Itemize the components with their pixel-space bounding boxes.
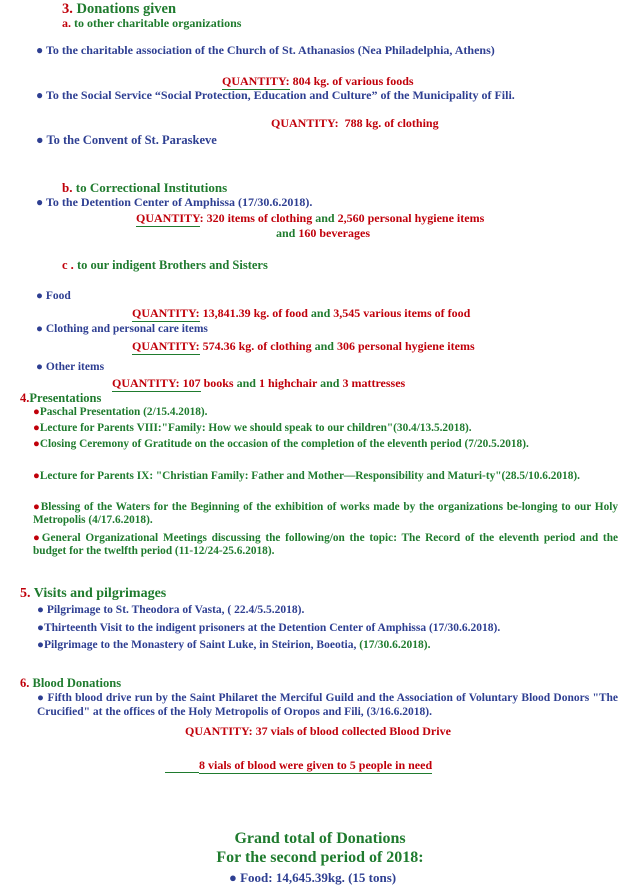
bullet-icon: ● xyxy=(33,501,41,513)
quantity-value: 788 kg. of clothing xyxy=(344,116,439,130)
period-heading: For the second period of 2018: xyxy=(216,849,424,866)
grand-total-heading: Grand total of Donations xyxy=(234,830,406,847)
section-title: Presentations xyxy=(29,391,102,405)
underline-decoration xyxy=(165,772,199,773)
conjunction: and xyxy=(315,211,335,225)
section-number: 3. xyxy=(62,1,73,17)
section-number: 4. xyxy=(20,391,30,405)
section-6-heading xyxy=(20,676,121,691)
presentation-text: Lecture for Parents IX: "Christian Family: Father and Mother—Responsibility and Maturi-ty"(28.5/10.6.2018). xyxy=(39,470,580,482)
quantity-line xyxy=(222,74,414,89)
bullet-icon: ● xyxy=(33,422,40,434)
presentation-item xyxy=(33,438,618,451)
recipient-item: ● Food xyxy=(36,290,71,302)
presentation-text: Paschal Presentation (2/15.4.2018). xyxy=(39,406,208,418)
subsection-marker: a. xyxy=(62,16,71,30)
subsection-marker: c . xyxy=(62,258,74,272)
vials-given-line xyxy=(165,758,432,773)
presentation-item xyxy=(33,501,618,527)
quantity-value: 3 xyxy=(342,376,349,390)
visit-date: (17/30.6.2018). xyxy=(359,639,431,651)
presentation-item xyxy=(33,532,618,558)
quantity-label: QUANTITY: xyxy=(132,306,200,320)
subsection-b-heading xyxy=(62,180,227,196)
bullet-icon: ● xyxy=(33,438,40,450)
presentation-text: Closing Ceremony of Gratitude on the occasion of the completion of the eleventh period (7/20.5.2018). xyxy=(39,438,529,450)
quantity-line xyxy=(132,339,475,354)
section-number: 6. xyxy=(20,676,30,690)
visit-text: ●Pilgrimage to the Monastery of Saint Luke, in Steirion, Boeotia, xyxy=(37,639,357,651)
quantity-label: QUANTITY: xyxy=(271,116,339,130)
section-4-heading xyxy=(20,391,101,406)
quantity-value: 804 kg. of various foods xyxy=(292,74,414,88)
quantity-unit: kg. of food xyxy=(253,306,308,320)
subsection-title: to our indigent Brothers and Sisters xyxy=(76,258,268,272)
conjunction: and xyxy=(276,226,296,240)
conjunction: and xyxy=(320,376,340,390)
presentation-item xyxy=(33,470,618,483)
section-title: Visits and pilgrimages xyxy=(33,586,167,601)
recipient-item: ● Other items xyxy=(36,361,105,373)
section-5-heading xyxy=(20,586,166,602)
subsection-title: to Correctional Institutions xyxy=(75,180,228,195)
subsection-a-heading xyxy=(62,16,241,31)
quantity-unit: kg. of clothing xyxy=(238,339,312,353)
quantity-value: 1 highchair xyxy=(258,376,318,390)
quantity-line xyxy=(185,724,451,739)
quantity-unit: various items of food xyxy=(363,306,471,320)
section-title: Donations given xyxy=(76,1,177,17)
food-total-label: ● Food: xyxy=(229,870,273,885)
presentation-text: Lecture for Parents VIII:"Family: How we should speak to our children"(30.4/13.5.2018). xyxy=(39,422,472,434)
quantity-label: QUANTITY: xyxy=(132,339,200,353)
food-total xyxy=(229,870,396,886)
quantity-value: 306 personal hygiene items xyxy=(336,339,475,353)
vials-text: 8 vials of blood were given to 5 people in need xyxy=(199,758,433,772)
food-total-value: 14,645.39kg. (15 tons) xyxy=(275,870,397,885)
quantity-label: QUANTITY: 107 xyxy=(112,376,201,390)
subsection-marker: b. xyxy=(62,180,73,195)
visit-item: ● Pilgrimage to St. Theodora of Vasta, ( 22.4/5.5.2018). xyxy=(37,604,305,616)
quantity-unit: mattresses xyxy=(351,376,406,390)
quantity-value: 2,560 personal hygiene items xyxy=(337,211,485,225)
conjunction: and xyxy=(236,376,256,390)
bullet-icon: ● xyxy=(33,532,42,544)
quantity-label: QUANTITY: xyxy=(222,74,290,88)
recipient-item: ● To the Social Service “Social Protection, Education and Culture” of the Municipality of Fili. xyxy=(36,88,515,102)
quantity-line xyxy=(136,211,484,226)
recipient-item: ● To the charitable association of the Church of St. Athanasios (Nea Philadelphia, Athens) xyxy=(36,43,495,57)
recipient-item: ● To the Convent of St. Paraskeve xyxy=(36,133,217,147)
quantity-line xyxy=(132,306,470,321)
quantity-label: QUANTITY xyxy=(136,211,200,225)
quantity-value: 3,545 xyxy=(333,306,361,320)
subsection-title: to other charitable organizations xyxy=(74,16,242,30)
quantity-unit: books xyxy=(203,376,234,390)
subsection-c-heading xyxy=(62,258,268,273)
presentation-text: Blessing of the Waters for the Beginning of the exhibition of works made by the organizations be-longing to our Holy Metropolis (4/17.6.2018). xyxy=(33,501,618,526)
quantity-value: 37 vials of blood collected Blood Drive xyxy=(255,724,451,738)
quantity-label: QUANTITY: xyxy=(185,724,253,738)
presentation-item xyxy=(33,422,618,435)
quantity-value: 574.36 xyxy=(202,339,236,353)
quantity-value: : 320 items of clothing xyxy=(199,211,313,225)
section-number: 5. xyxy=(20,586,31,601)
quantity-value: 13,841.39 xyxy=(202,306,251,320)
presentation-text: General Organizational Meetings discussing the following/on the topic: The Record of the eleventh period and the budget for the twelfth period (11-12/24-25.6.2018). xyxy=(33,532,618,557)
presentation-item xyxy=(33,406,618,419)
conjunction: and xyxy=(310,306,331,320)
visit-item xyxy=(37,639,430,651)
visit-item: ●Thirteenth Visit to the indigent prisoners at the Detention Center of Amphissa (17/30.6.2018). xyxy=(37,622,501,634)
bullet-icon: ● xyxy=(33,406,40,418)
recipient-item: ● Clothing and personal care items xyxy=(36,323,208,335)
quantity-line xyxy=(271,116,439,131)
quantity-line-continued xyxy=(276,226,370,241)
quantity-line xyxy=(112,376,405,391)
recipient-item: ● To the Detention Center of Amphissa (17/30.6.2018). xyxy=(36,195,313,209)
bullet-icon: ● xyxy=(33,470,40,482)
quantity-value: 160 beverages xyxy=(298,226,371,240)
blood-drive-text: ● Fifth blood drive run by the Saint Philaret the Merciful Guild and the Association of Voluntary Blood Donors "The Crucified" at the offices of the Holy Metropolis of Oropos and Fili, (3/16.6.2018). xyxy=(37,692,618,718)
section-title: Blood Donations xyxy=(32,676,122,690)
conjunction: and xyxy=(314,339,334,353)
